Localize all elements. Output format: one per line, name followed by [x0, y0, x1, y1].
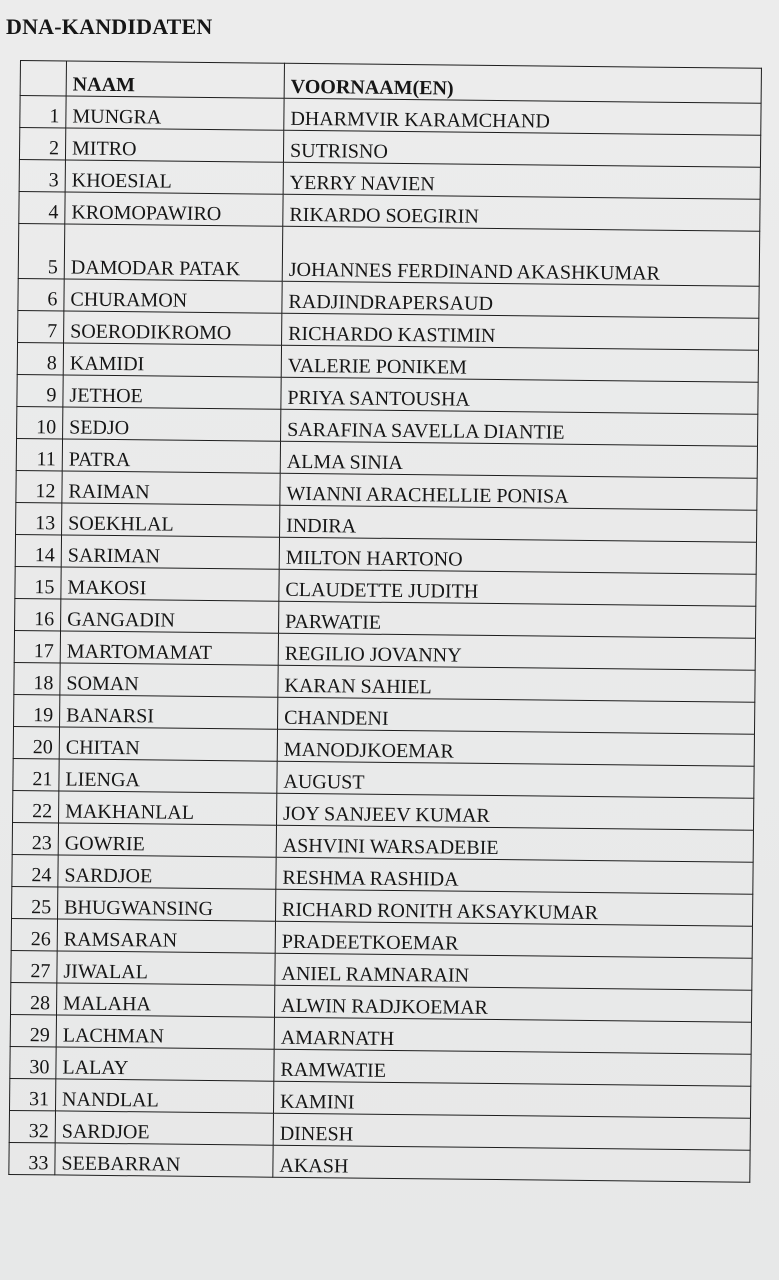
- row-naam: MARTOMAMAT: [60, 631, 278, 665]
- row-voornamen: PARWATIE: [279, 601, 756, 638]
- row-number: 12: [16, 470, 62, 502]
- row-number: 10: [17, 406, 63, 438]
- row-naam: CHITAN: [59, 727, 277, 761]
- row-naam: SARDJOE: [55, 1111, 273, 1145]
- row-naam: SOEKHLAL: [62, 503, 280, 537]
- row-voornamen: PRIYA SANTOUSHA: [281, 377, 758, 414]
- row-voornamen: ALWIN RADJKOEMAR: [274, 985, 751, 1022]
- row-number: 20: [13, 726, 59, 758]
- row-voornamen: VALERIE PONIKEM: [281, 345, 758, 382]
- row-voornamen: CHANDENI: [278, 697, 755, 734]
- row-naam: BHUGWANSING: [58, 887, 276, 921]
- table-row: [18, 223, 760, 286]
- row-number: 23: [12, 822, 58, 854]
- row-naam: SARDJOE: [58, 855, 276, 889]
- row-voornamen: DHARMVIR KARAMCHAND: [284, 98, 761, 135]
- row-voornamen: CLAUDETTE JUDITH: [279, 569, 756, 606]
- row-naam: SEEBARRAN: [55, 1143, 273, 1177]
- row-voornamen: RAMWATIE: [274, 1049, 751, 1086]
- row-voornamen: REGILIO JOVANNY: [278, 633, 755, 670]
- row-naam: RAMSARAN: [57, 919, 275, 953]
- row-voornamen: KAMINI: [273, 1081, 750, 1118]
- row-naam: SARIMAN: [61, 535, 279, 569]
- row-number: 31: [9, 1078, 55, 1110]
- row-voornamen: SUTRISNO: [283, 130, 760, 167]
- row-voornamen: PRADEETKOEMAR: [275, 921, 752, 958]
- row-voornamen: JOHANNES FERDINAND AKASHKUMAR: [282, 226, 760, 286]
- row-naam: JIWALAL: [57, 951, 275, 985]
- row-number: 30: [10, 1046, 56, 1078]
- row-naam: SOERODIKROMO: [64, 311, 282, 345]
- row-number: 15: [15, 566, 61, 598]
- row-voornamen: JOY SANJEEV KUMAR: [277, 793, 754, 830]
- row-voornamen: ALMA SINIA: [280, 441, 757, 478]
- row-number: 22: [13, 790, 59, 822]
- row-naam: CHURAMON: [64, 279, 282, 313]
- row-number: 33: [9, 1142, 55, 1174]
- row-number: 2: [19, 128, 65, 160]
- row-number: 11: [16, 438, 62, 470]
- row-voornamen: KARAN SAHIEL: [278, 665, 755, 702]
- row-naam: MALAHA: [57, 983, 275, 1017]
- row-number: 27: [11, 950, 57, 982]
- row-naam: MITRO: [65, 128, 283, 162]
- row-naam: SEDJO: [63, 407, 281, 441]
- row-naam: MAKOSI: [61, 567, 279, 601]
- row-number: 6: [18, 278, 64, 310]
- row-number: 4: [19, 191, 65, 223]
- column-header-naam: NAAM: [66, 61, 284, 98]
- row-voornamen: DINESH: [273, 1113, 750, 1150]
- row-number: 16: [15, 598, 61, 630]
- row-voornamen: RIKARDO SOEGIRIN: [283, 194, 760, 231]
- row-number: 8: [17, 342, 63, 374]
- row-number: 25: [12, 886, 58, 918]
- row-number: 24: [12, 854, 58, 886]
- page-title: DNA-KANDIDATEN: [6, 14, 213, 39]
- row-voornamen: ANIEL RAMNARAIN: [275, 953, 752, 990]
- row-voornamen: AKASH: [273, 1145, 750, 1182]
- row-naam: MUNGRA: [66, 96, 284, 130]
- row-number: 21: [13, 758, 59, 790]
- row-naam: GOWRIE: [58, 823, 276, 857]
- row-voornamen: RESHMA RASHIDA: [276, 857, 753, 894]
- row-naam: LALAY: [56, 1047, 274, 1081]
- row-naam: SOMAN: [60, 663, 278, 697]
- row-naam: GANGADIN: [61, 599, 279, 633]
- row-naam: KAMIDI: [63, 343, 281, 377]
- row-voornamen: SARAFINA SAVELLA DIANTIE: [281, 409, 758, 446]
- row-number: 32: [9, 1110, 55, 1142]
- row-number: 19: [14, 694, 60, 726]
- row-voornamen: INDIRA: [280, 505, 757, 542]
- row-naam: PATRA: [62, 439, 280, 473]
- row-number: 9: [17, 374, 63, 406]
- row-number: 29: [10, 1014, 56, 1046]
- row-number: 18: [14, 662, 60, 694]
- row-voornamen: RADJINDRAPERSAUD: [282, 281, 759, 318]
- row-voornamen: MANODJKOEMAR: [277, 729, 754, 766]
- row-naam: LACHMAN: [56, 1015, 274, 1049]
- row-voornamen: AMARNATH: [274, 1017, 751, 1054]
- row-number: 13: [16, 502, 62, 534]
- row-voornamen: MILTON HARTONO: [279, 537, 756, 574]
- row-voornamen: ASHVINI WARSADEBIE: [276, 825, 753, 862]
- row-voornamen: YERRY NAVIEN: [283, 162, 760, 199]
- row-voornamen: RICHARDO KASTIMIN: [282, 313, 759, 350]
- row-naam: DAMODAR PATAK: [64, 224, 283, 281]
- row-naam: KROMOPAWIRO: [65, 192, 283, 226]
- table-row: [9, 1142, 750, 1182]
- row-number: 7: [18, 310, 64, 342]
- row-naam: BANARSI: [60, 695, 278, 729]
- row-number: 14: [15, 534, 61, 566]
- row-number: 17: [14, 630, 60, 662]
- row-naam: KHOESIAL: [65, 160, 283, 194]
- row-naam: JETHOE: [63, 375, 281, 409]
- candidates-table: [8, 60, 762, 1183]
- row-naam: NANDLAL: [55, 1079, 273, 1113]
- column-header-voornamen: VOORNAAM(EN): [284, 63, 761, 103]
- row-number: 5: [18, 223, 65, 278]
- row-voornamen: WIANNI ARACHELLIE PONISA: [280, 473, 757, 510]
- column-header-number: [20, 61, 66, 96]
- row-naam: MAKHANLAL: [59, 791, 277, 825]
- row-number: 1: [20, 96, 66, 128]
- row-naam: RAIMAN: [62, 471, 280, 505]
- row-number: 26: [11, 918, 57, 950]
- row-naam: LIENGA: [59, 759, 277, 793]
- row-voornamen: RICHARD RONITH AKSAYKUMAR: [275, 889, 752, 926]
- row-number: 3: [19, 159, 65, 191]
- row-voornamen: AUGUST: [277, 761, 754, 798]
- row-number: 28: [11, 982, 57, 1014]
